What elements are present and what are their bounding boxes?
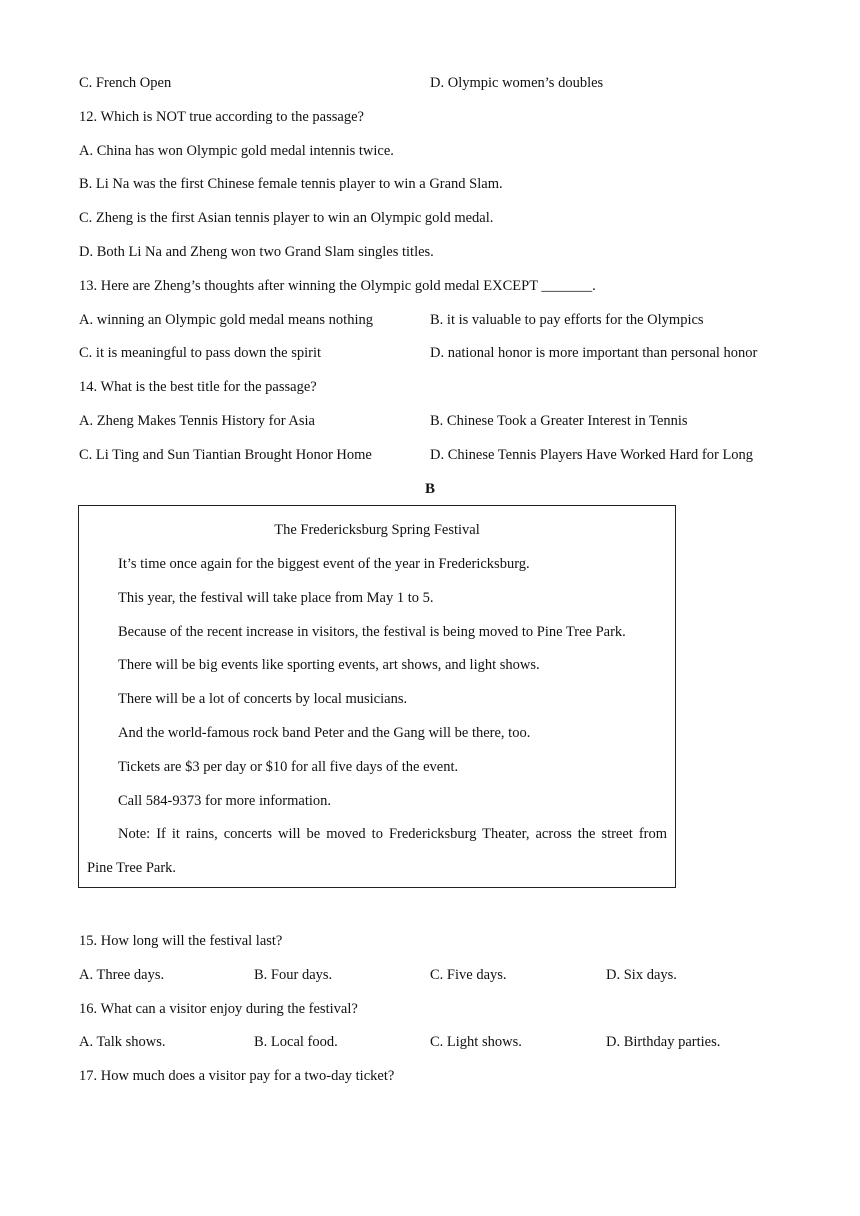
- q17-stem: 17. How much does a visitor pay for a two-day ticket?: [79, 1068, 395, 1084]
- q11-option-c: C. French Open: [79, 75, 172, 91]
- q16-option-c: C. Light shows.: [430, 1034, 522, 1050]
- section-b-heading: B: [424, 481, 435, 497]
- q14-option-a: A. Zheng Makes Tennis History for Asia: [79, 413, 315, 429]
- q14-stem: 14. What is the best title for the passage?: [79, 379, 317, 395]
- festival-notice-box: [78, 505, 676, 888]
- notice-title: The Fredericksburg Spring Festival: [274, 522, 480, 538]
- q13-option-b: B. it is valuable to pay efforts for the Olympics: [430, 312, 704, 328]
- notice-note-continued: Pine Tree Park.: [87, 860, 177, 876]
- q13-option-c: C. it is meaningful to pass down the spirit: [79, 345, 322, 361]
- notice-paragraph: Because of the recent increase in visitors, the festival is being moved to Pine Tree Park.: [118, 624, 626, 640]
- notice-paragraph: There will be a lot of concerts by local musicians.: [118, 691, 408, 707]
- notice-paragraph: This year, the festival will take place from May 1 to 5.: [118, 590, 434, 606]
- notice-paragraph: Call 584-9373 for more information.: [118, 793, 332, 809]
- q12-option-d: D. Both Li Na and Zheng won two Grand Slam singles titles.: [79, 244, 434, 260]
- q16-stem: 16. What can a visitor enjoy during the festival?: [79, 1001, 358, 1017]
- q12-option-a: A. China has won Olympic gold medal intennis twice.: [79, 143, 394, 159]
- q13-option-d: D. national honor is more important than personal honor: [430, 345, 758, 361]
- q14-option-d: D. Chinese Tennis Players Have Worked Hard for Long: [430, 447, 754, 463]
- q14-option-b: B. Chinese Took a Greater Interest in Tennis: [430, 413, 688, 429]
- q15-stem: 15. How long will the festival last?: [79, 933, 283, 949]
- q13-option-a: A. winning an Olympic gold medal means nothing: [79, 312, 373, 328]
- q16-option-d: D. Birthday parties.: [606, 1034, 721, 1050]
- notice-paragraph: Tickets are $3 per day or $10 for all five days of the event.: [118, 759, 459, 775]
- q13-stem: 13. Here are Zheng’s thoughts after winning the Olympic gold medal EXCEPT _______.: [79, 278, 596, 294]
- notice-paragraph: There will be big events like sporting events, art shows, and light shows.: [118, 657, 540, 673]
- q15-option-b: B. Four days.: [254, 967, 333, 983]
- q16-option-b: B. Local food.: [254, 1034, 338, 1050]
- q14-option-c: C. Li Ting and Sun Tiantian Brought Honor Home: [79, 447, 372, 463]
- q15-option-d: D. Six days.: [606, 967, 677, 983]
- q11-option-d: D. Olympic women’s doubles: [430, 75, 604, 91]
- q12-option-c: C. Zheng is the first Asian tennis player to win an Olympic gold medal.: [79, 210, 494, 226]
- q15-option-a: A. Three days.: [79, 967, 165, 983]
- q16-option-a: A. Talk shows.: [79, 1034, 166, 1050]
- q15-option-c: C. Five days.: [430, 967, 507, 983]
- notice-paragraph: It’s time once again for the biggest event of the year in Fredericksburg.: [118, 556, 530, 572]
- notice-paragraph: And the world-famous rock band Peter and the Gang will be there, too.: [118, 725, 531, 741]
- notice-note: Note: If it rains, concerts will be moved to Fredericksburg Theater, across the street from: [118, 826, 667, 842]
- q12-stem: 12. Which is NOT true according to the passage?: [79, 109, 364, 125]
- q12-option-b: B. Li Na was the first Chinese female tennis player to win a Grand Slam.: [79, 176, 503, 192]
